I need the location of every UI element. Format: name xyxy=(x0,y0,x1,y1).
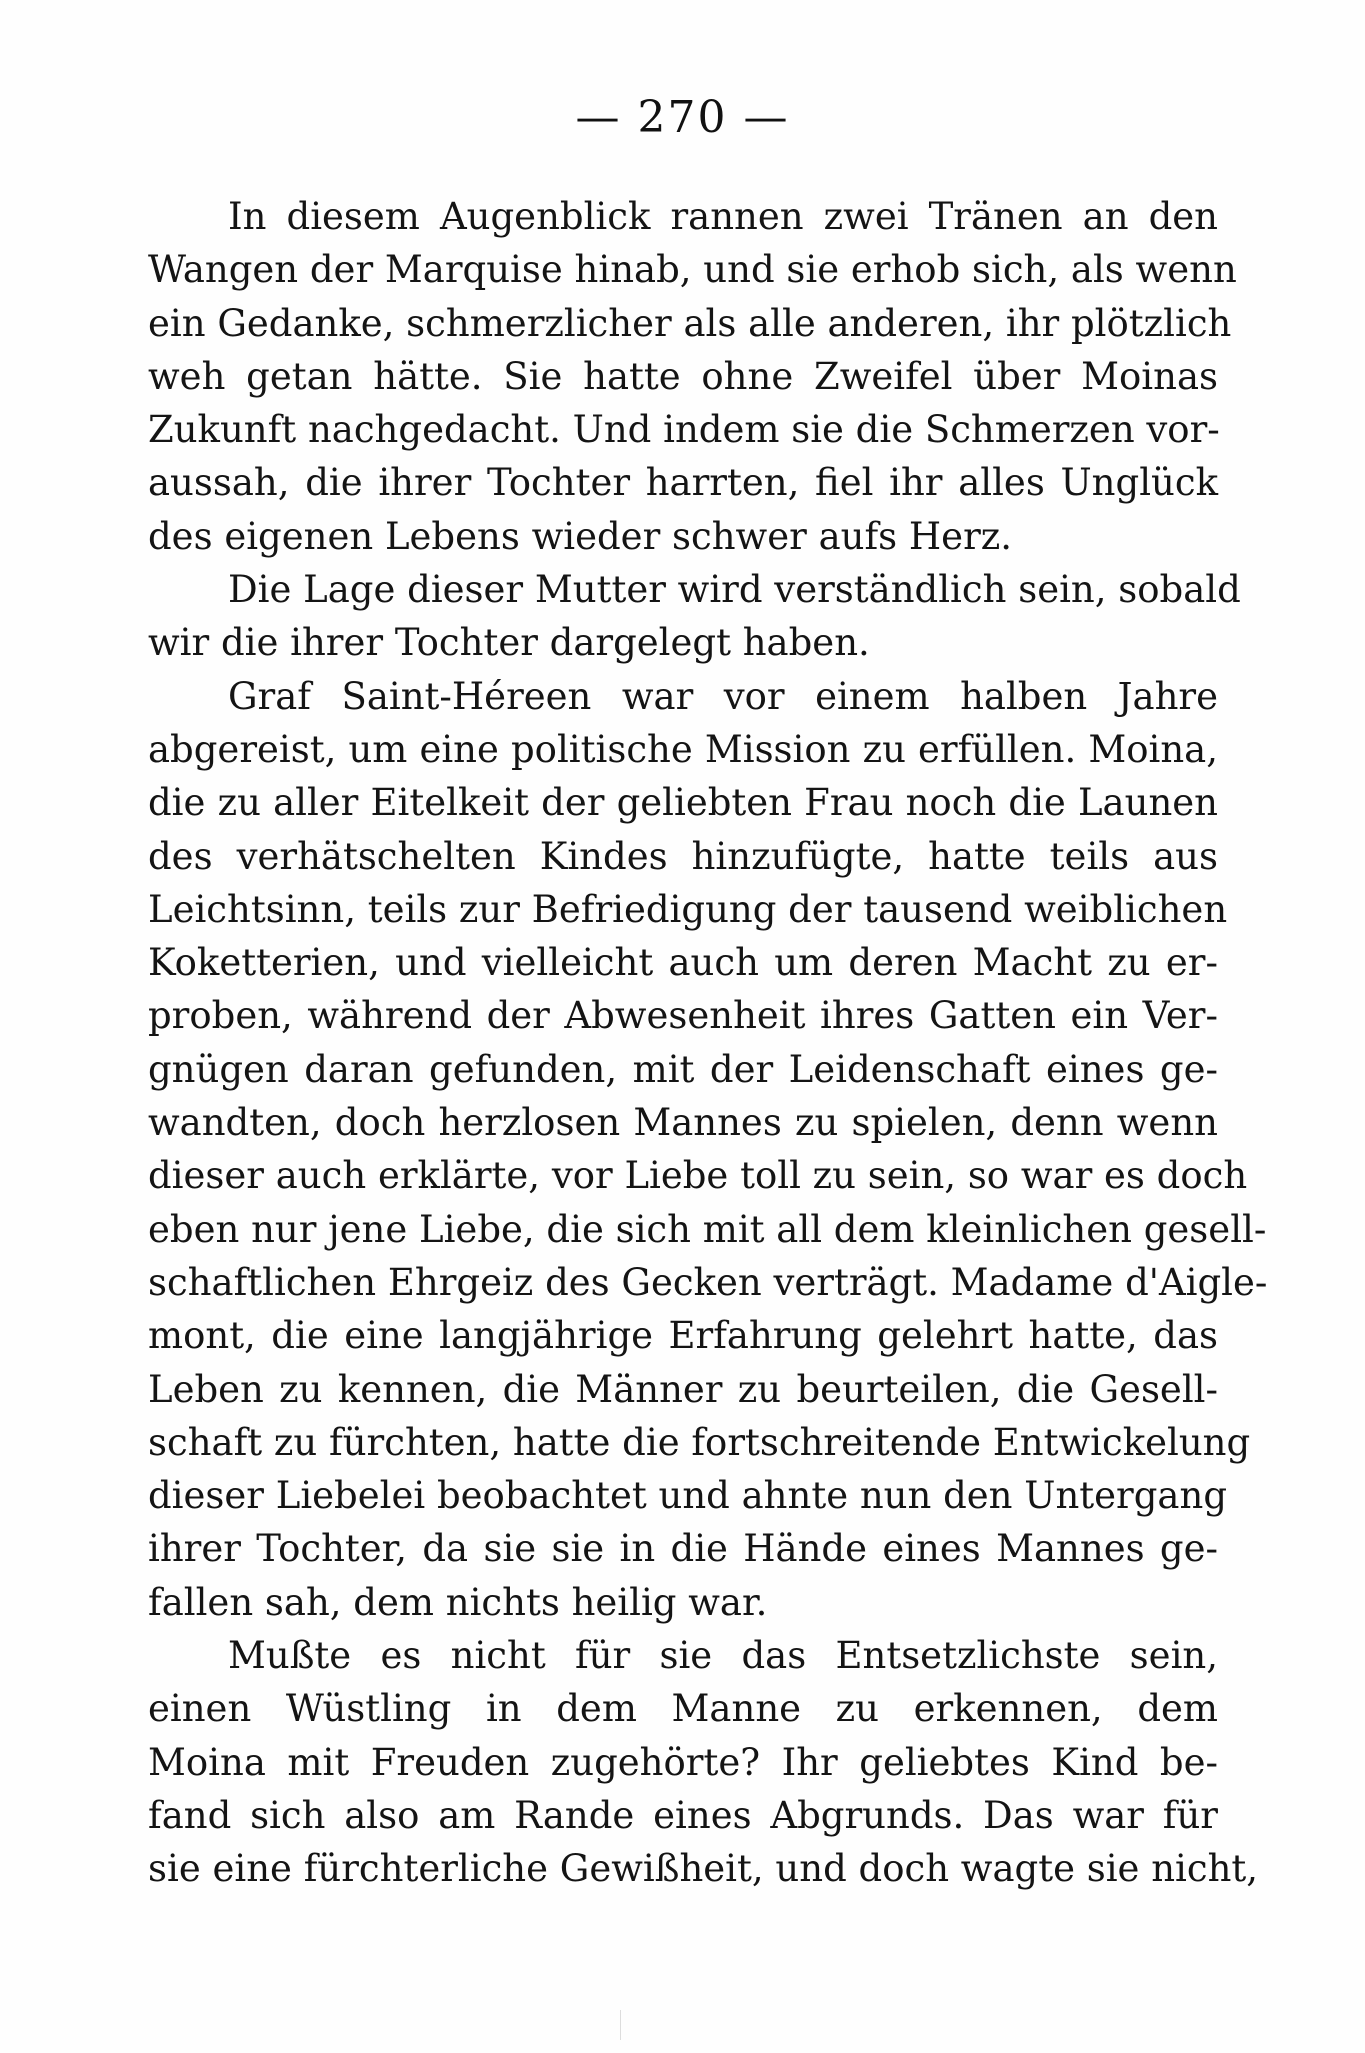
text-line: dieser Liebelei beobachtet und ahnte nun den Untergang xyxy=(148,1474,1227,1518)
text-line: schaftlichen Ehrgeiz des Gecken verträgt. Madame d'Aigle- xyxy=(148,1260,1268,1304)
text-line: Graf Saint-Héreen war vor einem halben Jahre xyxy=(228,674,1218,718)
text-line: aussah, die ihrer Tochter harrten, fiel ihr alles Unglück xyxy=(148,461,1218,505)
text-line: fand sich also am Rande eines Abgrunds. Das war für xyxy=(148,1793,1218,1837)
text-line: Leichtsinn, teils zur Befriedigung der tausend weiblichen xyxy=(148,887,1228,931)
page-number: — 270 — xyxy=(575,92,790,143)
text-line: weh getan hätte. Sie hatte ohne Zweifel über Moinas xyxy=(148,354,1218,398)
text-line: In diesem Augenblick rannen zwei Tränen an den xyxy=(228,195,1218,238)
text-line: abgereist, um eine politische Mission zu erfüllen. Moina, xyxy=(148,727,1218,771)
text-line: die zu aller Eitelkeit der geliebten Frau noch die Launen xyxy=(148,781,1218,825)
body-text xyxy=(148,190,1268,1896)
text-line: dieser auch erklärte, vor Liebe toll zu sein, so war es doch xyxy=(148,1154,1248,1198)
page-edge-mark xyxy=(620,2010,621,2040)
text-line: Leben zu kennen, die Männer zu beurteilen, die Gesell- xyxy=(148,1367,1218,1411)
text-line: ein Gedanke, schmerzlicher als alle anderen, ihr plötzlich xyxy=(148,301,1232,345)
text-line: des verhätschelten Kindes hinzufügte, hatte teils aus xyxy=(148,834,1218,878)
text-line: Moina mit Freuden zugehörte? Ihr geliebtes Kind be- xyxy=(148,1740,1218,1784)
text-line: Die Lage dieser Mutter wird verständlich sein, sobald xyxy=(228,568,1241,612)
text-line: Wangen der Marquise hinab, und sie erhob sich, als wenn xyxy=(148,248,1237,292)
text-line: Koketterien, und vielleicht auch um deren Macht zu er- xyxy=(148,941,1218,985)
text-line: fallen sah, dem nichts heilig war. xyxy=(148,1580,768,1624)
text-line: eben nur jene Liebe, die sich mit all dem kleinlichen gesell- xyxy=(148,1207,1267,1251)
text-line: gnügen daran gefunden, mit der Leidenschaft eines ge- xyxy=(148,1047,1218,1091)
text-line: proben, während der Abwesenheit ihres Gatten ein Ver- xyxy=(148,994,1218,1038)
text-line: einen Wüstling in dem Manne zu erkennen, dem xyxy=(148,1687,1218,1731)
text-line: mont, die eine langjährige Erfahrung gelehrt hatte, das xyxy=(148,1314,1218,1358)
text-line: wandten, doch herzlosen Mannes zu spielen, denn wenn xyxy=(148,1101,1218,1145)
text-line: Zukunft nachgedacht. Und indem sie die Schmerzen vor- xyxy=(148,408,1220,452)
text-line: wir die ihrer Tochter dargelegt haben. xyxy=(148,621,870,665)
text-line: schaft zu fürchten, hatte die fortschreitende Entwickelung xyxy=(148,1420,1251,1464)
text-line: sie eine fürchterliche Gewißheit, und doch wagte sie nicht, xyxy=(148,1847,1259,1891)
text-line: des eigenen Lebens wieder schwer aufs Herz. xyxy=(148,514,1013,558)
text-line: ihrer Tochter, da sie sie in die Hände eines Mannes ge- xyxy=(148,1527,1218,1571)
text-line: Mußte es nicht für sie das Entsetzlichste sein, xyxy=(228,1634,1218,1678)
